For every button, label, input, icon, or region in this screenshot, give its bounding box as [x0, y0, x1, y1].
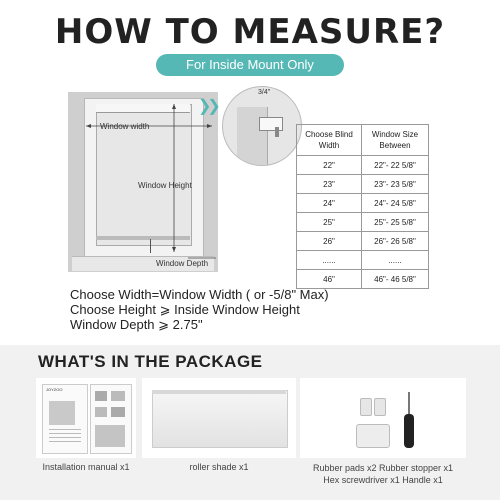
manual-text — [49, 429, 81, 445]
table-row — [297, 251, 429, 270]
table-cell: 46" — [297, 270, 362, 289]
hardware-caption — [296, 462, 470, 486]
manual-step-image — [111, 391, 125, 401]
manual-step-image — [95, 391, 107, 401]
manual-page-1 — [42, 384, 88, 454]
chevron-right-icon: ❯❯ — [198, 98, 217, 115]
table-cell: 23"- 23 5/8" — [362, 175, 429, 194]
table-cell: 26" — [297, 232, 362, 251]
table-cell: 24"- 24 5/8" — [362, 194, 429, 213]
table-cell: ...... — [362, 251, 429, 270]
table-cell: 22"- 22 5/8" — [362, 156, 429, 175]
table-cell: ...... — [297, 251, 362, 270]
hardware-caption-line2: Hex screwdriver x1 Handle x1 — [323, 475, 443, 485]
window-height-label: Window Height — [138, 181, 192, 190]
table-row — [297, 213, 429, 232]
roller-shade-image — [152, 390, 288, 448]
screwdriver-handle — [404, 414, 414, 448]
width-arrow-left — [86, 124, 91, 128]
height-arrow-bottom — [172, 247, 176, 252]
bracket-detail-circle — [222, 86, 302, 166]
table-cell: 22" — [297, 156, 362, 175]
manual-brand: JOYZOO — [46, 387, 63, 392]
page-title: HOW TO MEASURE? — [54, 12, 446, 52]
requirement-height: Choose Height ⩾ Inside Window Height — [70, 302, 300, 317]
manual-card — [36, 378, 136, 458]
width-arrow-right — [207, 124, 212, 128]
requirement-depth: Window Depth ⩾ 2.75" — [70, 317, 203, 332]
table-row — [297, 232, 429, 251]
manual-step-image — [95, 425, 125, 447]
table-row — [297, 156, 429, 175]
screwdriver-shaft — [408, 392, 410, 416]
table-row — [297, 194, 429, 213]
height-arrow-top — [172, 104, 176, 109]
manual-photo — [49, 401, 75, 425]
table-cell: 46"- 46 5/8" — [362, 270, 429, 289]
roller-shade-caption: roller shade x1 — [189, 462, 249, 472]
measurement-requirements — [70, 287, 329, 332]
detail-bracket — [259, 117, 283, 131]
window-width-label: Window width — [100, 122, 150, 131]
rubber-stopper — [356, 424, 390, 448]
inside-mount-badge: For Inside Mount Only — [156, 54, 344, 76]
rubber-pad — [374, 398, 386, 416]
table-row — [297, 175, 429, 194]
hardware-caption-line1: Rubber pads x2 Rubber stopper x1 — [312, 463, 454, 473]
detail-dimension-label: 3/4" — [258, 89, 271, 96]
detail-wall — [237, 107, 268, 165]
roller-shade-card — [142, 378, 296, 458]
roller-shade-top — [152, 390, 286, 394]
table-cell: 24" — [297, 194, 362, 213]
size-table — [296, 124, 429, 289]
table-row — [297, 270, 429, 289]
header-window-size: Window Size Between — [362, 125, 429, 156]
detail-clip — [275, 127, 279, 137]
package-title: WHAT'S IN THE PACKAGE — [38, 352, 263, 371]
window-depth-label: Window Depth — [156, 259, 209, 268]
manual-step-image — [95, 407, 107, 417]
manual-step-image — [111, 407, 125, 417]
manual-caption: Installation manual x1 — [42, 462, 130, 472]
table-cell: 26"- 26 5/8" — [362, 232, 429, 251]
rubber-pad — [360, 398, 372, 416]
manual-page-2 — [90, 384, 132, 454]
table-cell: 25" — [297, 213, 362, 232]
table-cell: 25"- 25 5/8" — [362, 213, 429, 232]
requirement-width: Choose Width=Window Width ( or -5/8" Max) — [70, 287, 329, 302]
header-blind-width: Choose Blind Width — [297, 125, 362, 156]
table-cell: 23" — [297, 175, 362, 194]
size-table-header — [297, 125, 429, 156]
hardware-card — [300, 378, 466, 458]
